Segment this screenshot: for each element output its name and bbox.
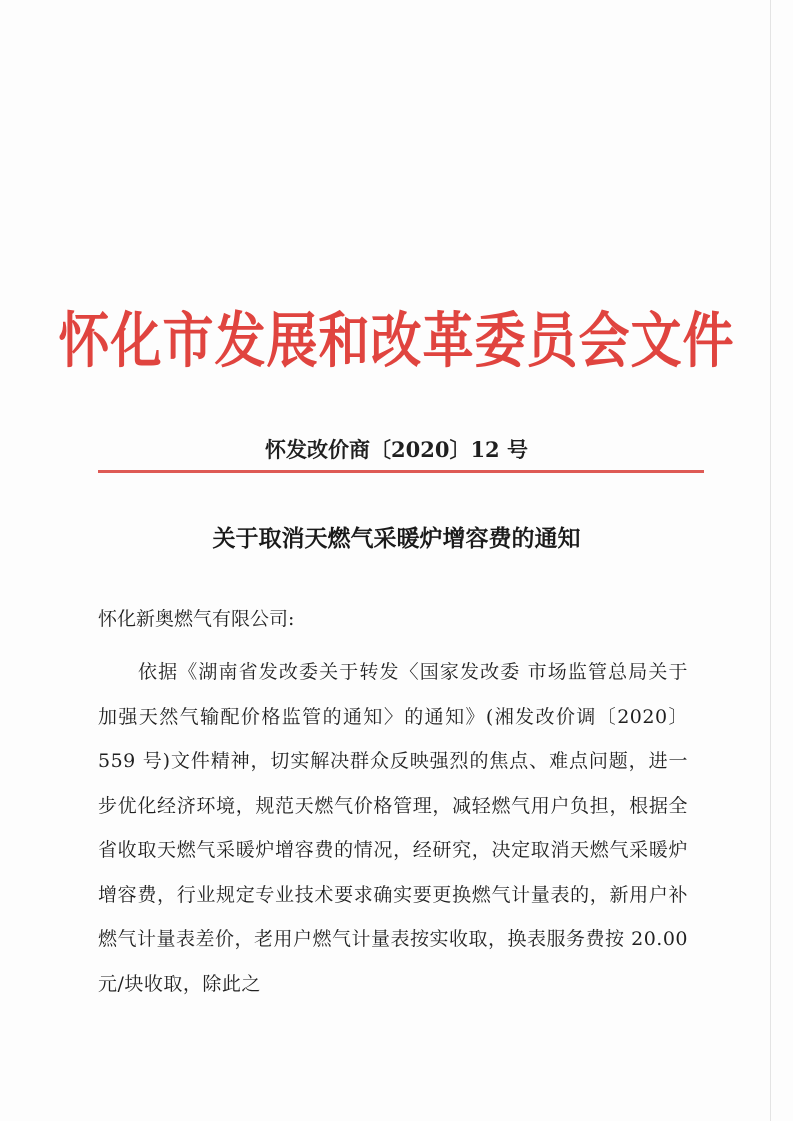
body-paragraph: 依据《湖南省发改委关于转发〈国家发改委 市场监管总局关于加强天然气输配价格监管的通知〉的通知》(湘发改价调〔2020〕559 号)文件精神，切实解决群众反映强烈的焦点、难点问题，进一步优化经济环境，规范天燃气价格管理，减轻燃气用户负担，根据全省收取天燃气采暖炉增容费的情况，经研究，决定取消天燃气采暖炉增容费，行业规定专业技术要求确实要更换燃气计量表的，新用户补燃气计量表差价，老用户燃气计量表按实收取，换表服务费按 20.00 元/块收取，除此之 (98, 661, 688, 995)
notice-title: 关于取消天燃气采暖炉增容费的通知 (212, 525, 581, 552)
agency-header-title: 怀化市发展和改革委员会文件 (58, 307, 735, 377)
red-divider-rule (98, 470, 704, 473)
document-number: 怀发改价商〔2020〕12 号 (265, 437, 528, 462)
addressee: 怀化新奥燃气有限公司: (98, 608, 295, 630)
scan-edge-line (770, 0, 771, 1121)
